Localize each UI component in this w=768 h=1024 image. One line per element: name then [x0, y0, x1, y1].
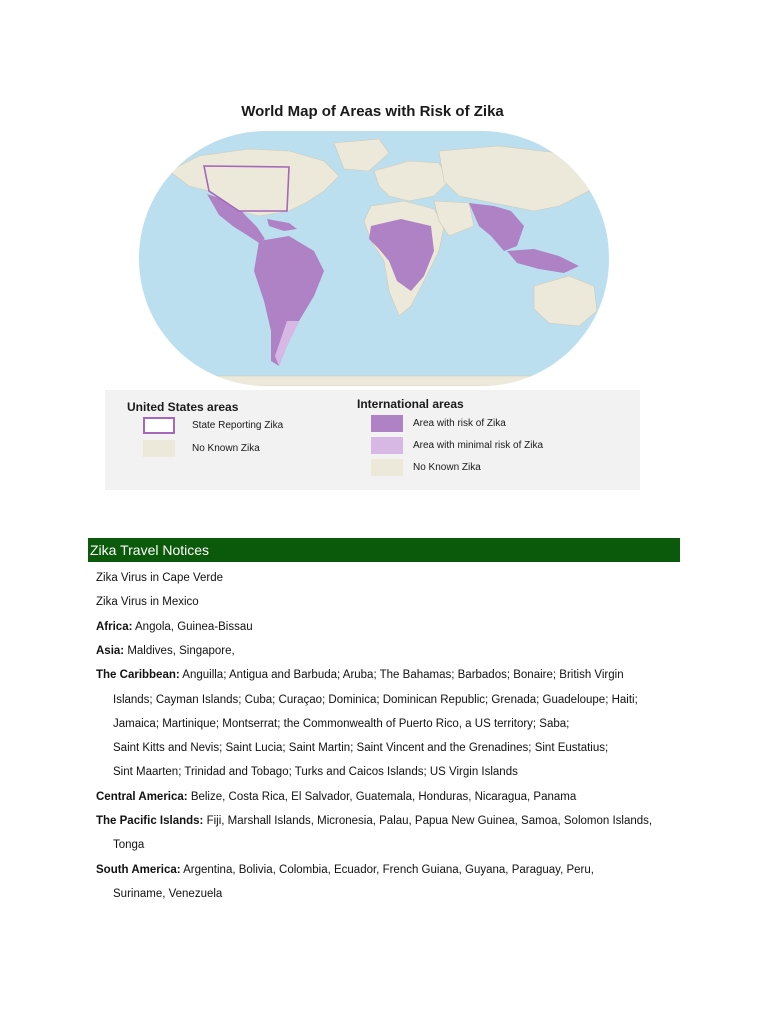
- notice-item: [96, 596, 199, 608]
- notice-text: Zika Virus in Mexico: [96, 596, 199, 609]
- notice-item-continuation: Suriname, Venezuela: [113, 887, 223, 900]
- legend-intl-title: International areas: [357, 397, 464, 411]
- notice-region-label: Asia:: [96, 644, 125, 657]
- notice-region-label: The Pacific Islands:: [96, 815, 204, 827]
- notice-text: Fiji, Marshall Islands, Micronesia, Palau, Papua New Guinea, Samoa, Solomon Islands,: [206, 815, 653, 827]
- notices-header-bar: [88, 538, 680, 562]
- notice-item-continuation: Sint Maarten; Trinidad and Tobago; Turks and Caicos Islands; US Virgin Islands: [113, 766, 518, 779]
- notice-item: [96, 621, 253, 633]
- notice-text: Argentina, Bolivia, Colombia, Ecuador, French Guiana, Guyana, Paraguay, Peru,: [183, 863, 594, 876]
- legend-swatch-minimal-risk: [371, 437, 403, 454]
- notice-region-label: South America:: [96, 863, 181, 876]
- notice-item: [96, 572, 223, 584]
- notice-text: Maldives, Singapore,: [127, 644, 235, 657]
- notice-text: Angola, Guinea-Bissau: [135, 620, 253, 633]
- legend-us-title: United States areas: [127, 400, 239, 414]
- land-antarctica: [139, 376, 609, 386]
- legend-item-us-no-known: No Known Zika: [192, 443, 260, 454]
- notice-region-label: Africa:: [96, 620, 133, 633]
- notices-title: Zika Travel Notices: [90, 542, 210, 558]
- notice-text: Belize, Costa Rica, El Salvador, Guatemala, Honduras, Nicaragua, Panama: [190, 790, 577, 803]
- notice-text: Zika Virus in Cape Verde: [96, 572, 223, 584]
- legend-item-state-reporting: State Reporting Zika: [192, 420, 284, 431]
- zika-map-figure: [105, 95, 640, 490]
- notice-item: [96, 669, 624, 681]
- notice-item: [96, 864, 594, 876]
- notice-text: Anguilla; Antigua and Barbuda; Aruba; The Bahamas; Barbados; Bonaire; British Virgin: [182, 669, 624, 682]
- notice-region-label: Central America:: [96, 790, 188, 803]
- notice-item-continuation: Islands; Cayman Islands; Cuba; Curaçao; Dominica; Dominican Republic; Grenada; Guadeloupe; Haiti;: [113, 693, 638, 706]
- notice-region-label: The Caribbean:: [96, 669, 180, 682]
- map-legend: [105, 390, 640, 490]
- map-title: World Map of Areas with Risk of Zika: [241, 103, 504, 120]
- notice-item-continuation: Tonga: [113, 839, 145, 852]
- notice-item: [96, 645, 235, 657]
- notice-item-continuation: Jamaica; Martinique; Montserrat; the Commonwealth of Puerto Rico, a US territory; Saba;: [113, 717, 570, 730]
- legend-swatch-risk: [371, 415, 403, 432]
- notice-item-continuation: Saint Kitts and Nevis; Saint Lucia; Saint Martin; Saint Vincent and the Grenadines; Sint Eustatius;: [113, 742, 609, 755]
- legend-swatch-us-no-known: [143, 440, 175, 457]
- legend-item-intl-no-known: No Known Zika: [413, 462, 481, 473]
- legend-item-minimal-risk: Area with minimal risk of Zika: [413, 440, 544, 451]
- legend-item-risk: Area with risk of Zika: [413, 418, 506, 429]
- notice-item: [96, 791, 576, 803]
- notice-item: [96, 815, 652, 827]
- legend-swatch-intl-no-known: [371, 459, 403, 476]
- legend-swatch-state-reporting: [143, 417, 175, 434]
- world-map: [139, 131, 609, 386]
